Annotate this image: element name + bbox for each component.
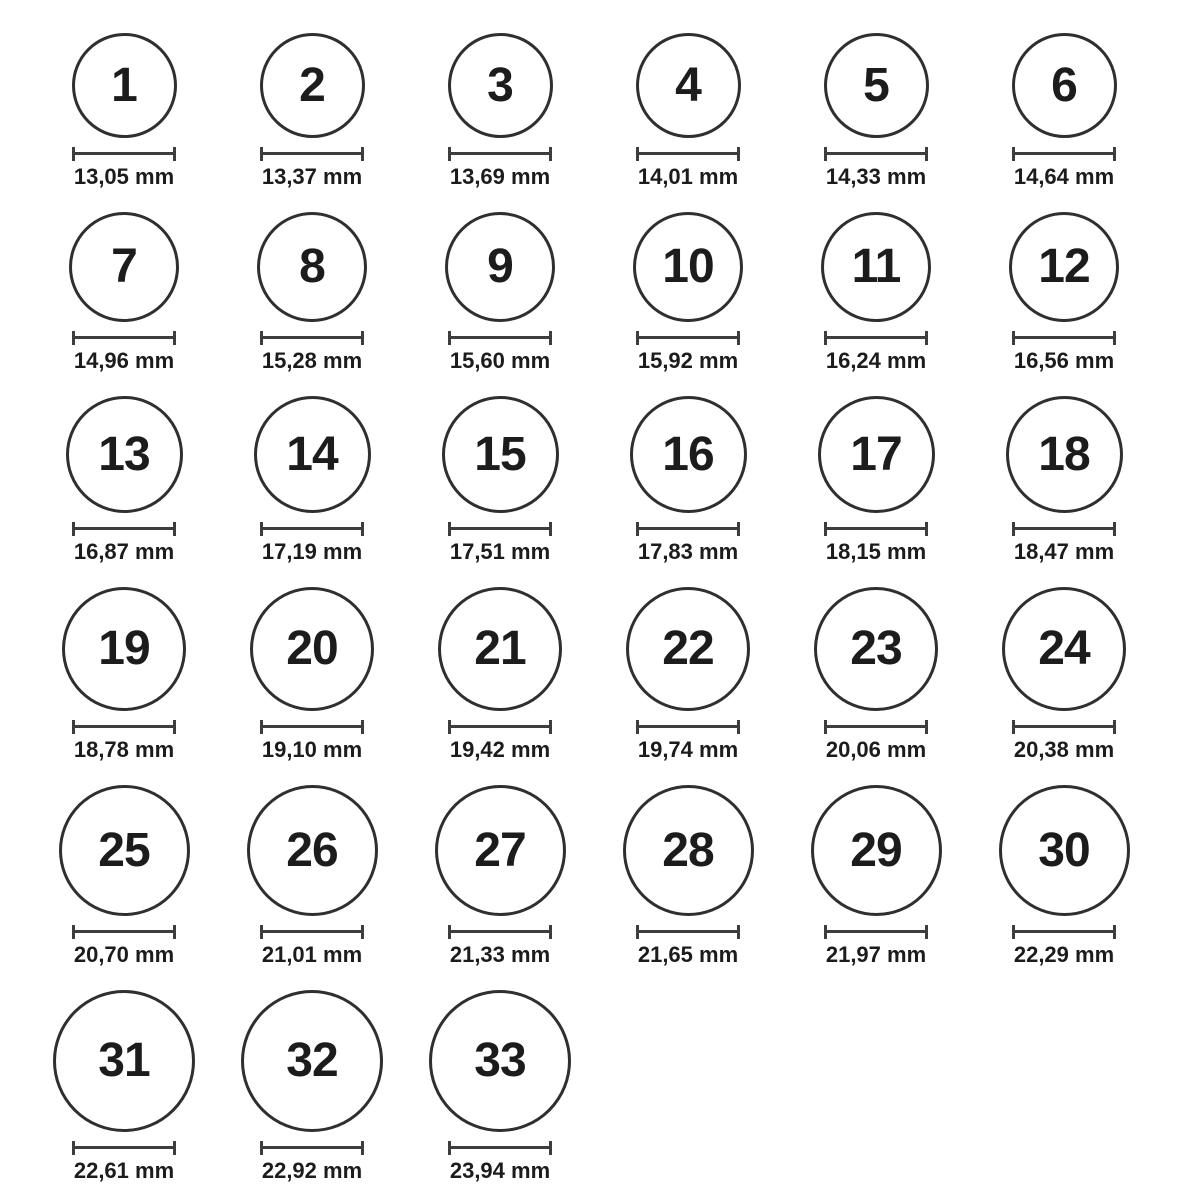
size-circle bbox=[1002, 587, 1126, 711]
dimension-line-bar bbox=[75, 336, 173, 339]
size-number: 7 bbox=[111, 240, 137, 293]
size-cell bbox=[824, 33, 929, 190]
diameter-label: 23,94 mm bbox=[449, 1158, 551, 1183]
diameter-label: 15,28 mm bbox=[261, 348, 363, 373]
size-circle bbox=[435, 785, 566, 916]
dimension-line-bar bbox=[263, 725, 361, 728]
size-cell bbox=[250, 587, 374, 763]
dimension-line-bar bbox=[1015, 725, 1113, 728]
size-circle bbox=[633, 212, 743, 322]
dimension-line-bar bbox=[75, 527, 173, 530]
size-number: 11 bbox=[851, 240, 901, 293]
diameter-dimension-line bbox=[72, 522, 176, 536]
dimension-line-bar bbox=[451, 152, 549, 155]
size-cell bbox=[260, 33, 365, 190]
diameter-dimension-line bbox=[1012, 925, 1116, 939]
diameter-dimension-line bbox=[824, 522, 928, 536]
size-number: 13 bbox=[98, 427, 150, 481]
size-circle bbox=[623, 785, 754, 916]
dimension-line-bar bbox=[1015, 527, 1113, 530]
diameter-label: 18,15 mm bbox=[825, 539, 927, 564]
size-cell bbox=[254, 396, 371, 565]
size-cell bbox=[247, 785, 378, 968]
diameter-dimension-line bbox=[448, 720, 552, 734]
size-number: 19 bbox=[98, 622, 150, 675]
dimension-line-bar bbox=[263, 336, 361, 339]
size-circle bbox=[630, 396, 747, 513]
size-cell bbox=[62, 587, 186, 763]
size-number: 6 bbox=[1051, 58, 1077, 112]
size-circle bbox=[260, 33, 365, 138]
size-cell bbox=[630, 396, 747, 565]
size-number: 27 bbox=[474, 823, 526, 877]
size-circle bbox=[445, 212, 555, 322]
size-circle bbox=[66, 396, 183, 513]
diameter-dimension-line bbox=[448, 522, 552, 536]
size-number: 17 bbox=[850, 427, 902, 481]
diameter-dimension-line bbox=[448, 1141, 552, 1155]
size-number: 1 bbox=[111, 58, 137, 112]
size-number: 24 bbox=[1038, 622, 1090, 675]
size-circle bbox=[69, 212, 179, 322]
size-cell bbox=[814, 587, 938, 763]
size-cell bbox=[442, 396, 559, 565]
size-cell bbox=[438, 587, 562, 763]
size-cell bbox=[636, 33, 741, 190]
diameter-dimension-line bbox=[1012, 147, 1116, 161]
dimension-line-bar bbox=[1015, 152, 1113, 155]
diameter-label: 19,10 mm bbox=[261, 737, 363, 762]
size-cell bbox=[818, 396, 935, 565]
size-cell bbox=[1006, 396, 1123, 565]
size-number: 32 bbox=[286, 1034, 338, 1087]
size-circle bbox=[429, 990, 571, 1132]
size-number: 30 bbox=[1038, 823, 1090, 877]
dimension-line-bar bbox=[827, 152, 925, 155]
diameter-label: 20,38 mm bbox=[1013, 737, 1115, 762]
dimension-line-bar bbox=[75, 930, 173, 933]
dimension-line-bar bbox=[827, 930, 925, 933]
diameter-dimension-line bbox=[72, 925, 176, 939]
size-circle bbox=[811, 785, 942, 916]
size-number: 4 bbox=[675, 58, 701, 112]
size-cell bbox=[1002, 587, 1126, 763]
size-circle bbox=[438, 587, 562, 711]
size-cell bbox=[72, 33, 177, 190]
size-cell bbox=[53, 990, 195, 1184]
diameter-label: 18,47 mm bbox=[1013, 539, 1115, 564]
size-cell bbox=[429, 990, 571, 1184]
size-circle bbox=[1006, 396, 1123, 513]
diameter-dimension-line bbox=[824, 925, 928, 939]
size-circle bbox=[1012, 33, 1117, 138]
dimension-line-bar bbox=[827, 336, 925, 339]
size-number: 28 bbox=[662, 823, 714, 877]
diameter-label: 13,37 mm bbox=[261, 164, 363, 189]
diameter-label: 22,61 mm bbox=[73, 1158, 175, 1183]
size-circle bbox=[636, 33, 741, 138]
dimension-line-bar bbox=[639, 336, 737, 339]
size-circle bbox=[247, 785, 378, 916]
size-circle bbox=[72, 33, 177, 138]
diameter-label: 15,60 mm bbox=[449, 348, 551, 373]
diameter-label: 17,83 mm bbox=[637, 539, 739, 564]
diameter-dimension-line bbox=[260, 331, 364, 345]
diameter-dimension-line bbox=[636, 925, 740, 939]
diameter-label: 18,78 mm bbox=[73, 737, 175, 762]
size-cell bbox=[623, 785, 754, 968]
size-circle bbox=[1009, 212, 1119, 322]
size-cell bbox=[1009, 212, 1119, 374]
dimension-line-bar bbox=[263, 1146, 361, 1149]
size-number: 12 bbox=[1038, 240, 1090, 293]
dimension-line-bar bbox=[263, 527, 361, 530]
dimension-line-bar bbox=[639, 930, 737, 933]
diameter-label: 21,01 mm bbox=[261, 942, 363, 967]
diameter-dimension-line bbox=[636, 147, 740, 161]
size-cell bbox=[811, 785, 942, 968]
diameter-dimension-line bbox=[72, 147, 176, 161]
size-number: 23 bbox=[850, 622, 902, 675]
diameter-dimension-line bbox=[72, 1141, 176, 1155]
diameter-dimension-line bbox=[260, 147, 364, 161]
dimension-line-bar bbox=[451, 1146, 549, 1149]
diameter-dimension-line bbox=[448, 147, 552, 161]
size-number: 16 bbox=[662, 427, 714, 481]
diameter-label: 17,19 mm bbox=[261, 539, 363, 564]
diameter-label: 21,65 mm bbox=[637, 942, 739, 967]
dimension-line-bar bbox=[827, 527, 925, 530]
size-circle bbox=[53, 990, 195, 1132]
diameter-label: 15,92 mm bbox=[637, 348, 739, 373]
dimension-line-bar bbox=[827, 725, 925, 728]
dimension-line-bar bbox=[639, 527, 737, 530]
size-cell bbox=[633, 212, 743, 374]
dimension-line-bar bbox=[451, 336, 549, 339]
size-circle bbox=[254, 396, 371, 513]
diameter-dimension-line bbox=[260, 1141, 364, 1155]
size-cell bbox=[69, 212, 179, 374]
size-cell bbox=[257, 212, 367, 374]
diameter-label: 14,64 mm bbox=[1013, 164, 1115, 189]
diameter-label: 20,70 mm bbox=[73, 942, 175, 967]
size-number: 2 bbox=[299, 58, 325, 112]
size-circle bbox=[250, 587, 374, 711]
diameter-label: 14,96 mm bbox=[73, 348, 175, 373]
size-cell bbox=[66, 396, 183, 565]
diameter-dimension-line bbox=[636, 331, 740, 345]
dimension-line-bar bbox=[451, 930, 549, 933]
dimension-line-bar bbox=[639, 725, 737, 728]
diameter-dimension-line bbox=[72, 720, 176, 734]
size-number: 25 bbox=[98, 823, 150, 877]
size-number: 21 bbox=[474, 622, 526, 675]
diameter-label: 16,87 mm bbox=[73, 539, 175, 564]
size-number: 8 bbox=[299, 240, 325, 293]
size-circle bbox=[62, 587, 186, 711]
dimension-line-bar bbox=[451, 527, 549, 530]
size-number: 5 bbox=[863, 58, 889, 112]
dimension-line-bar bbox=[1015, 336, 1113, 339]
size-number: 14 bbox=[286, 427, 338, 481]
diameter-dimension-line bbox=[636, 720, 740, 734]
diameter-dimension-line bbox=[824, 720, 928, 734]
size-circle bbox=[818, 396, 935, 513]
diameter-dimension-line bbox=[448, 331, 552, 345]
diameter-label: 16,56 mm bbox=[1013, 348, 1115, 373]
size-number: 9 bbox=[487, 240, 513, 293]
size-circle bbox=[821, 212, 931, 322]
dimension-line-bar bbox=[75, 725, 173, 728]
size-circle bbox=[448, 33, 553, 138]
dimension-line-bar bbox=[75, 1146, 173, 1149]
diameter-dimension-line bbox=[1012, 720, 1116, 734]
diameter-dimension-line bbox=[260, 925, 364, 939]
size-cell bbox=[1012, 33, 1117, 190]
size-number: 18 bbox=[1038, 427, 1090, 481]
diameter-label: 21,97 mm bbox=[825, 942, 927, 967]
diameter-label: 22,92 mm bbox=[261, 1158, 363, 1183]
size-number: 29 bbox=[850, 823, 902, 877]
diameter-label: 17,51 mm bbox=[449, 539, 551, 564]
size-circle bbox=[824, 33, 929, 138]
size-circle bbox=[999, 785, 1130, 916]
size-number: 10 bbox=[662, 240, 714, 293]
diameter-label: 14,01 mm bbox=[637, 164, 739, 189]
diameter-dimension-line bbox=[636, 522, 740, 536]
diameter-label: 16,24 mm bbox=[825, 348, 927, 373]
size-cell bbox=[435, 785, 566, 968]
size-circle bbox=[241, 990, 383, 1132]
dimension-line-bar bbox=[639, 152, 737, 155]
diameter-dimension-line bbox=[260, 720, 364, 734]
diameter-label: 19,42 mm bbox=[449, 737, 551, 762]
diameter-label: 20,06 mm bbox=[825, 737, 927, 762]
diameter-dimension-line bbox=[824, 147, 928, 161]
dimension-line-bar bbox=[263, 152, 361, 155]
size-number: 22 bbox=[662, 622, 714, 675]
diameter-label: 13,05 mm bbox=[73, 164, 175, 189]
diameter-label: 22,29 mm bbox=[1013, 942, 1115, 967]
size-cell bbox=[59, 785, 190, 968]
dimension-line-bar bbox=[263, 930, 361, 933]
size-circle bbox=[442, 396, 559, 513]
diameter-dimension-line bbox=[72, 331, 176, 345]
size-cell bbox=[445, 212, 555, 374]
diameter-label: 19,74 mm bbox=[637, 737, 739, 762]
size-number: 31 bbox=[98, 1034, 150, 1087]
diameter-dimension-line bbox=[448, 925, 552, 939]
size-number: 33 bbox=[474, 1034, 526, 1087]
size-number: 20 bbox=[286, 622, 338, 675]
size-circle bbox=[59, 785, 190, 916]
diameter-dimension-line bbox=[824, 331, 928, 345]
size-cell bbox=[448, 33, 553, 190]
diameter-dimension-line bbox=[1012, 522, 1116, 536]
size-cell bbox=[626, 587, 750, 763]
size-number: 3 bbox=[487, 58, 513, 112]
size-cell bbox=[999, 785, 1130, 968]
diameter-label: 14,33 mm bbox=[825, 164, 927, 189]
diameter-dimension-line bbox=[260, 522, 364, 536]
dimension-line-bar bbox=[1015, 930, 1113, 933]
dimension-line-bar bbox=[75, 152, 173, 155]
size-number: 15 bbox=[474, 427, 526, 481]
size-number: 26 bbox=[286, 823, 338, 877]
size-cell bbox=[821, 212, 931, 374]
dimension-line-bar bbox=[451, 725, 549, 728]
diameter-label: 21,33 mm bbox=[449, 942, 551, 967]
size-circle bbox=[257, 212, 367, 322]
size-circle bbox=[626, 587, 750, 711]
diameter-label: 13,69 mm bbox=[449, 164, 551, 189]
size-circle bbox=[814, 587, 938, 711]
size-cell bbox=[241, 990, 383, 1184]
diameter-dimension-line bbox=[1012, 331, 1116, 345]
